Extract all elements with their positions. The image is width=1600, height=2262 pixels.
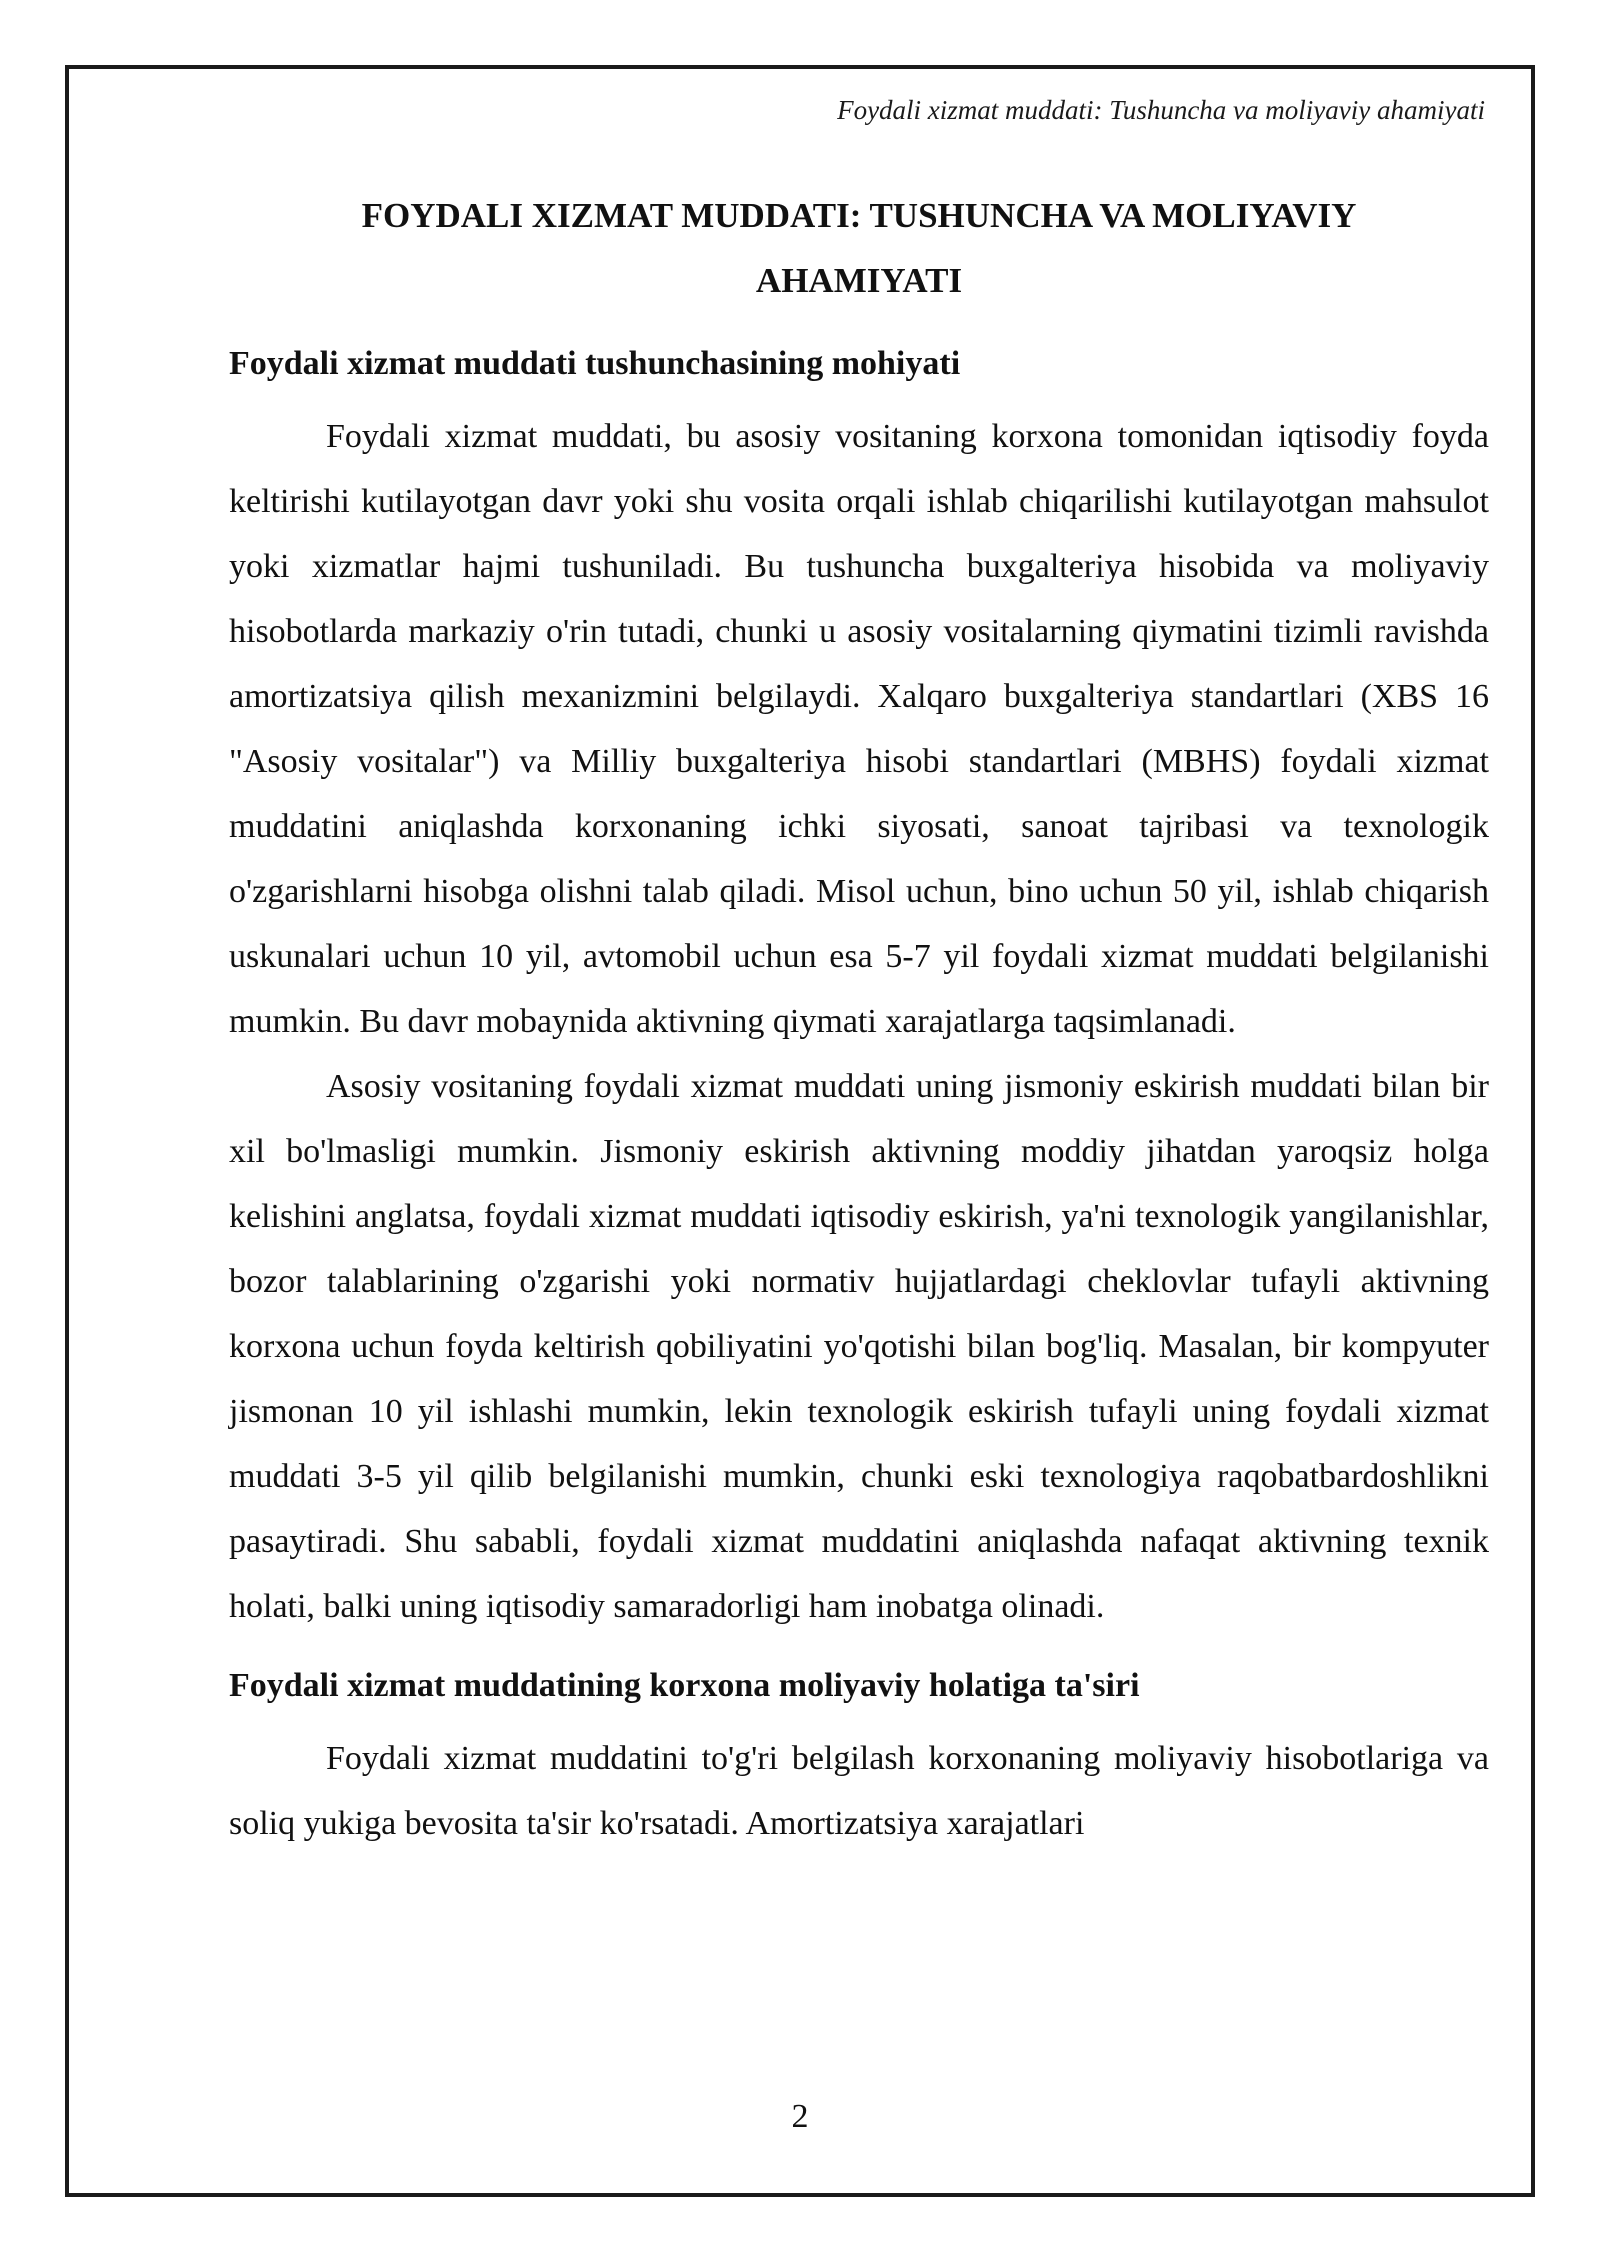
section-heading: Foydali xizmat muddati tushunchasining mohiyati	[229, 345, 961, 382]
paragraph: Asosiy vositaning foydali xizmat muddati uning jismoniy eskirish muddati bilan bir xil bo'lmasligi mumkin. Jismoniy eskirish aktivning moddiy jihatdan yaroqsiz holga kelishini anglatsa, foydali xizmat muddati iqtisodiy eskirish, ya'ni texnologik yangilanishlar, bozor talablarining o'zgarishi yoki normativ hujjatlardagi cheklovlar tufayli aktivning korxona uchun foyda keltirish qobiliyatini yo'qotishi bilan bog'liq. Masalan, bir kompyuter jismonan 10 yil ishlashi mumkin, lekin texnologik eskirish tufayli uning foydali xizmat muddati 3-5 yil qilib belgilanishi mumkin, chunki eski texnologiya raqobatbardoshlikni pasaytiradi. Shu sababli, foydali xizmat muddatini aniqlashda nafaqat aktivning texnik holati, balki uning iqtisodiy samaradorligi ham inobatga olinadi.	[229, 1068, 1489, 1625]
document-body	[229, 183, 1489, 1856]
page-number: 2	[791, 2098, 809, 2135]
paragraph: Foydali xizmat muddatini to'g'ri belgilash korxonaning moliyaviy hisobotlariga va soliq yukiga bevosita ta'sir ko'rsatadi. Amortizatsiya xarajatlari	[229, 1740, 1489, 1842]
section-heading: Foydali xizmat muddatining korxona moliyaviy holatiga ta'siri	[229, 1667, 1140, 1704]
document-title: FOYDALI XIZMAT MUDDATI: TUSHUNCHA VA MOLIYAVIY AHAMIYATI	[361, 196, 1357, 300]
running-header: Foydali xizmat muddati: Tushuncha va moliyaviy ahamiyati	[837, 95, 1485, 125]
paragraph: Foydali xizmat muddati, bu asosiy vositaning korxona tomonidan iqtisodiy foyda keltirishi kutilayotgan davr yoki shu vosita orqali ishlab chiqarilishi kutilayotgan mahsulot yoki xizmatlar hajmi tushuniladi. Bu tushuncha buxgalteriya hisobida va moliyaviy hisobotlarda markaziy o'rin tutadi, chunki u asosiy vositalarning qiymatini tizimli ravishda amortizatsiya qilish mexanizmini belgilaydi. Xalqaro buxgalteriya standartlari (XBS 16 "Asosiy vositalar") va Milliy buxgalteriya hisobi standartlari (MBHS) foydali xizmat muddatini aniqlashda korxonaning ichki siyosati, sanoat tajribasi va texnologik o'zgarishlarni hisobga olishni talab qiladi. Misol uchun, bino uchun 50 yil, ishlab chiqarish uskunalari uchun 10 yil, avtomobil uchun esa 5-7 yil foydali xizmat muddati belgilanishi mumkin. Bu davr mobaynida aktivning qiymati xarajatlarga taqsimlanadi.	[229, 418, 1489, 1040]
